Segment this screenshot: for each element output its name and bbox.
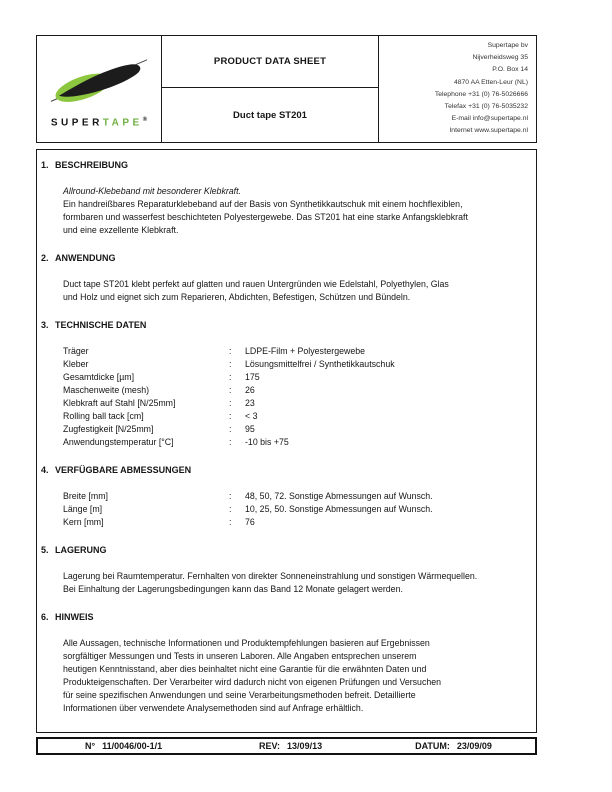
section-heading-verfuegbare-abmessungen — [37, 464, 536, 477]
table-row — [63, 358, 536, 371]
section-title: LAGERUNG — [55, 545, 107, 555]
separator-colon: : — [229, 504, 232, 514]
paragraph-line: Alle Aussagen, technische Informationen und Produktempfehlungen basieren auf Ergebnissen — [63, 638, 430, 648]
address-line-email: E-mail info@supertape.nl — [451, 115, 528, 123]
brand-name-green: TAPE — [102, 117, 143, 129]
spec-label: Kern [mm] — [63, 517, 104, 527]
brand-logo — [37, 36, 162, 142]
revision-label: REV: — [259, 741, 281, 751]
address-line: P.O. Box 14 — [492, 66, 528, 74]
spec-label: Länge [m] — [63, 504, 103, 514]
revision-date — [209, 741, 372, 751]
document-type-title: PRODUCT DATA SHEET — [162, 36, 378, 88]
separator-colon: : — [229, 359, 232, 369]
spec-value: 26 — [245, 385, 255, 395]
separator-colon: : — [229, 346, 232, 356]
spec-label: Klebkraft auf Stahl [N/25mm] — [63, 398, 176, 408]
document-number-value: 11/0046/00-1/1 — [102, 741, 163, 751]
table-row — [63, 503, 536, 516]
section-title: ANWENDUNG — [55, 253, 116, 263]
section-number: 1. — [41, 160, 49, 170]
creation-date — [372, 741, 535, 751]
section-number: 3. — [41, 320, 49, 330]
document-number — [38, 741, 209, 751]
document-number-label: N° — [84, 741, 96, 751]
section-title: BESCHREIBUNG — [55, 160, 129, 170]
spec-value: -10 bis +75 — [245, 437, 289, 447]
table-row — [63, 423, 536, 436]
spec-value: < 3 — [245, 411, 258, 421]
paragraph-line: heutigen Kenntnisstand, aber dies beinhaltet nicht eine Garantie für die erwähnten Daten und — [63, 664, 427, 674]
table-row — [63, 516, 536, 529]
spec-value: 10, 25, 50. Sonstige Abmessungen auf Wunsch. — [245, 504, 433, 514]
section-number: 5. — [41, 545, 49, 555]
table-row — [63, 371, 536, 384]
section-body-anwendung — [37, 278, 536, 304]
paragraph-line: Allround-Klebeband mit besonderer Klebkraft. — [63, 186, 241, 196]
document-body — [36, 149, 537, 733]
registered-trademark-symbol: ® — [142, 117, 148, 124]
supertape-swoosh-icon — [45, 51, 153, 115]
spec-value: 48, 50, 72. Sonstige Abmessungen auf Wunsch. — [245, 491, 433, 501]
address-line: Supertape bv — [487, 42, 528, 49]
revision-value: 13/09/13 — [287, 741, 323, 751]
section-number: 2. — [41, 253, 49, 263]
section-title: TECHNISCHE DATEN — [55, 320, 147, 330]
date-label: DATUM: — [415, 741, 450, 751]
spec-label: Zugfestigkeit [N/25mm] — [63, 424, 154, 434]
address-line-telefax: Telefax +31 (0) 76-5035232 — [444, 103, 528, 111]
separator-colon: : — [229, 517, 232, 527]
separator-colon: : — [229, 398, 232, 408]
header-title-cell — [162, 36, 378, 142]
table-row — [63, 345, 536, 358]
separator-colon: : — [229, 372, 232, 382]
table-row — [63, 397, 536, 410]
section-body-hinweis — [37, 637, 536, 715]
spec-value: Lösungsmittelfrei / Synthetikkautschuk — [245, 359, 395, 369]
company-address-block — [378, 36, 536, 142]
spec-label: Anwendungstemperatur [°C] — [63, 437, 174, 447]
section-heading-technische-daten — [37, 319, 536, 332]
spec-label: Breite [mm] — [63, 491, 108, 501]
separator-colon: : — [229, 491, 232, 501]
technical-data-table — [37, 345, 536, 449]
paragraph-line: Ein handreißbares Reparaturklebeband auf der Basis von Synthetikkautschuk mit einem hochflexiblen, — [63, 199, 463, 209]
separator-colon: : — [229, 385, 232, 395]
section-title: VERFÜGBARE ABMESSUNGEN — [55, 465, 192, 475]
address-line-telephone: Telephone +31 (0) 76-5026666 — [434, 90, 528, 98]
table-row — [63, 384, 536, 397]
spec-label: Kleber — [63, 359, 89, 369]
dimensions-table — [37, 490, 536, 529]
spec-value: 95 — [245, 424, 255, 434]
section-title: HINWEIS — [55, 612, 94, 622]
section-heading-beschreibung — [37, 159, 536, 172]
spec-label: Maschenweite (mesh) — [63, 385, 150, 395]
paragraph-line: und Holz und eignet sich zum Reparieren, Abdichten, Befestigen, Schützen und Bündeln. — [63, 292, 411, 302]
address-line-internet: Internet www.supertape.nl — [449, 127, 528, 135]
spec-label: Rolling ball tack [cm] — [63, 411, 144, 421]
paragraph-line: Duct tape ST201 klebt perfekt auf glatten und rauen Untergründen wie Edelstahl, Polyethylen, Glas — [63, 279, 449, 289]
section-heading-lagerung — [37, 544, 536, 557]
paragraph-line: Informationen über verwendete Analysemethoden sind auf Anfrage erhältlich. — [63, 703, 364, 713]
footer — [36, 737, 537, 755]
section-number: 4. — [41, 465, 49, 475]
paragraph-line: Bei Einhaltung der Lagerungsbedingungen kann das Band 12 Monate gelagert werden. — [63, 584, 403, 594]
address-line: Nijverheidsweg 35 — [472, 54, 528, 62]
section-heading-hinweis — [37, 611, 536, 624]
spec-value: LDPE-Film + Polyestergewebe — [245, 346, 366, 356]
section-body-lagerung — [37, 570, 536, 596]
separator-colon: : — [229, 437, 232, 447]
paragraph-line: formbaren und wasserfest beschichteten Polyestergewebe. Das ST201 hat eine starke Anfangsklebkraft — [63, 212, 468, 222]
spec-label: Gesamtdicke [µm] — [63, 372, 135, 382]
product-title: Duct tape ST201 — [233, 109, 307, 121]
section-number: 6. — [41, 612, 49, 622]
paragraph-line: Lagerung bei Raumtemperatur. Fernhalten von direkter Sonneneinstrahlung und sonstigen Wärmequellen. — [63, 571, 478, 581]
separator-colon: : — [229, 411, 232, 421]
spec-value: 23 — [245, 398, 255, 408]
paragraph-line: sorgfältiger Messungen und Tests in unseren Laboren. Alle Angaben entsprechen unserem — [63, 651, 417, 661]
table-row — [63, 436, 536, 449]
separator-colon: : — [229, 424, 232, 434]
brand-wordmark — [51, 117, 147, 128]
section-body-beschreibung — [37, 185, 536, 237]
paragraph-line: für seine spezifischen Anwendungen und seine Verarbeitungsmethoden befreit. Detaillierte — [63, 690, 416, 700]
spec-label: Träger — [63, 346, 89, 356]
section-heading-anwendung — [37, 252, 536, 265]
header — [36, 35, 537, 143]
paragraph-line: Produkteigenschaften. Der Verarbeiter wird dadurch nicht von eigenen Prüfungen und Versuchen — [63, 677, 442, 687]
brand-name-black: SUPER — [50, 117, 103, 129]
paragraph-line: und eine exzellente Klebkraft. — [63, 225, 179, 235]
date-value: 23/09/09 — [456, 741, 492, 751]
address-line: 4870 AA Etten-Leur (NL) — [453, 78, 528, 86]
spec-value: 76 — [245, 517, 255, 527]
table-row — [63, 410, 536, 423]
table-row — [63, 490, 536, 503]
spec-value: 175 — [245, 372, 260, 382]
